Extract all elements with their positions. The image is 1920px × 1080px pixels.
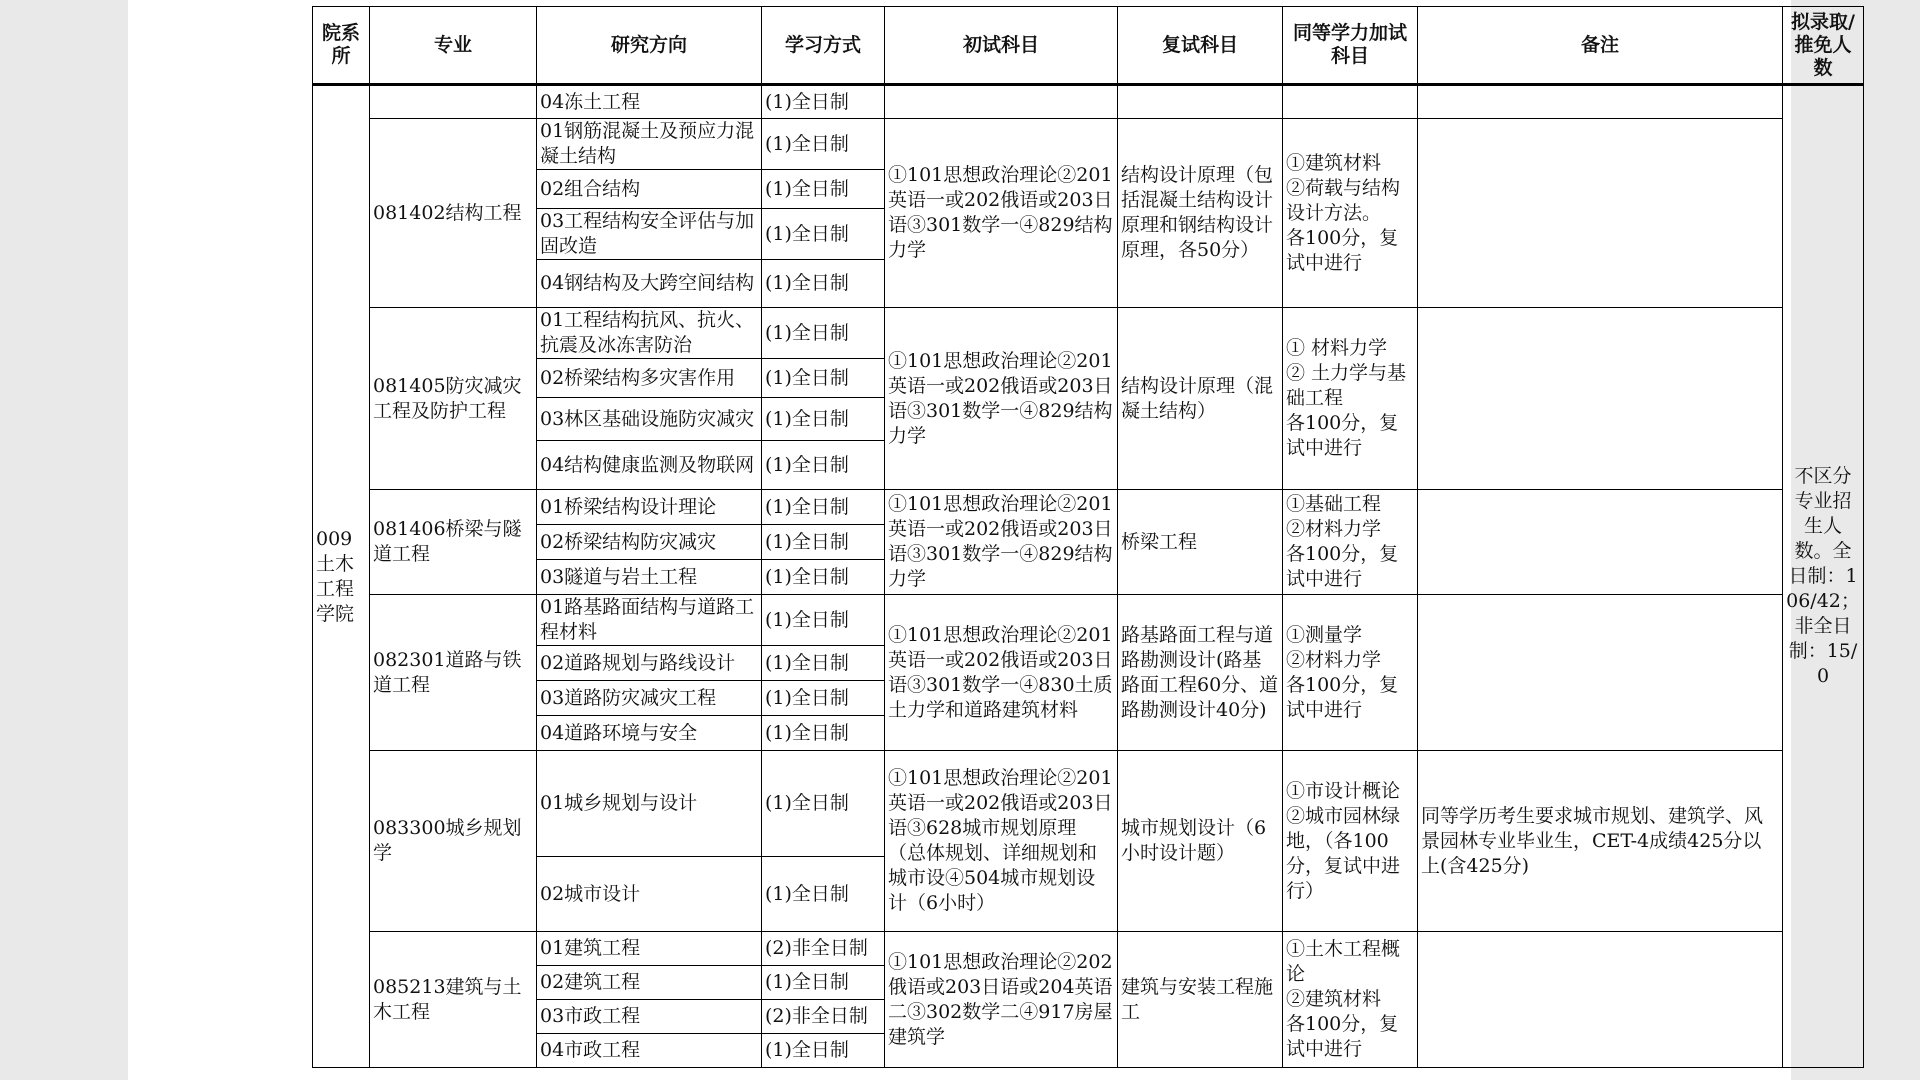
mode-cell: (1)全日制 <box>762 595 885 646</box>
direction-cell: 01钢筋混凝土及预应力混凝土结构 <box>537 119 762 170</box>
mode-cell: (1)全日制 <box>762 260 885 308</box>
mode-cell: (1)全日制 <box>762 308 885 359</box>
header-extra: 同等学力加试科目 <box>1283 7 1418 85</box>
direction-cell: 04市政工程 <box>537 1034 762 1068</box>
direction-cell: 04钢结构及大跨空间结构 <box>537 260 762 308</box>
mode-cell: (1)全日制 <box>762 490 885 525</box>
major-cell: 082301道路与铁道工程 <box>370 595 537 751</box>
mode-cell: (1)全日制 <box>762 359 885 398</box>
admissions-table <box>312 6 1864 1068</box>
retest-cell: 路基路面工程与道路勘测设计(路基路面工程60分、道路勘测设计40分) <box>1118 595 1283 751</box>
table-header-row <box>313 7 1864 85</box>
direction-cell: 02道路规划与路线设计 <box>537 646 762 681</box>
direction-cell: 04冻土工程 <box>537 85 762 119</box>
header-mode: 学习方式 <box>762 7 885 85</box>
direction-cell: 02建筑工程 <box>537 966 762 1000</box>
header-direction: 研究方向 <box>537 7 762 85</box>
table-row <box>313 751 1864 857</box>
direction-cell: 03隧道与岩土工程 <box>537 560 762 595</box>
direction-cell: 01建筑工程 <box>537 932 762 966</box>
exam-cell: ①101思想政治理论②201英语一或202俄语或203日语③301数学一④829结构力学 <box>885 119 1118 308</box>
mode-cell: (1)全日制 <box>762 525 885 560</box>
major-cell: 083300城乡规划学 <box>370 751 537 932</box>
mode-cell: (1)全日制 <box>762 751 885 857</box>
note-cell <box>1418 119 1783 308</box>
major-cell: 081402结构工程 <box>370 119 537 308</box>
header-quota: 拟录取/推免人数 <box>1783 7 1864 85</box>
table-row <box>313 308 1864 359</box>
direction-cell: 03工程结构安全评估与加固改造 <box>537 209 762 260</box>
mode-cell: (1)全日制 <box>762 966 885 1000</box>
mode-cell: (1)全日制 <box>762 681 885 716</box>
mode-cell: (1)全日制 <box>762 1034 885 1068</box>
direction-cell: 01城乡规划与设计 <box>537 751 762 857</box>
table-row <box>313 85 1864 119</box>
major-cell: 085213建筑与土木工程 <box>370 932 537 1068</box>
direction-cell: 01工程结构抗风、抗火、抗震及冰冻害防治 <box>537 308 762 359</box>
major-cell: 081406桥梁与隧道工程 <box>370 490 537 595</box>
header-note: 备注 <box>1418 7 1783 85</box>
extra-cell: ①测量学 ②材料力学 各100分，复试中进行 <box>1283 595 1418 751</box>
mode-cell: (1)全日制 <box>762 560 885 595</box>
header-major: 专业 <box>370 7 537 85</box>
exam-cell: ①101思想政治理论②201英语一或202俄语或203日语③301数学一④829结构力学 <box>885 490 1118 595</box>
direction-cell: 03市政工程 <box>537 1000 762 1034</box>
table-row <box>313 490 1864 525</box>
extra-cell: ①建筑材料 ②荷载与结构设计方法。 各100分，复试中进行 <box>1283 119 1418 308</box>
extra-cell-empty <box>1283 85 1418 119</box>
header-department: 院系所 <box>313 7 370 85</box>
mode-cell: (1)全日制 <box>762 646 885 681</box>
note-cell: 同等学历考生要求城市规划、建筑学、风景园林专业毕业生，CET-4成绩425分以上(含425分) <box>1418 751 1783 932</box>
direction-cell: 01路基路面结构与道路工程材料 <box>537 595 762 646</box>
table-row <box>313 595 1864 646</box>
mode-cell: (1)全日制 <box>762 398 885 441</box>
major-cell: 081405防灾减灾工程及防护工程 <box>370 308 537 490</box>
extra-cell: ①基础工程 ②材料力学 各100分，复试中进行 <box>1283 490 1418 595</box>
mode-cell: (1)全日制 <box>762 170 885 209</box>
direction-cell: 03林区基础设施防灾减灾 <box>537 398 762 441</box>
document-page <box>128 0 1860 1080</box>
note-cell <box>1418 595 1783 751</box>
exam-cell: ①101思想政治理论②202俄语或203日语或204英语二③302数学二④917房屋建筑学 <box>885 932 1118 1068</box>
extra-cell: ① 材料力学 ② 土力学与基础工程 各100分，复试中进行 <box>1283 308 1418 490</box>
mode-cell: (2)非全日制 <box>762 1000 885 1034</box>
extra-cell: ①市设计概论 ②城市园林绿地，（各100分，复试中进行） <box>1283 751 1418 932</box>
mode-cell: (1)全日制 <box>762 441 885 490</box>
direction-cell: 02组合结构 <box>537 170 762 209</box>
mode-cell: (1)全日制 <box>762 857 885 932</box>
direction-cell: 02城市设计 <box>537 857 762 932</box>
quota-cell: 不区分专业招生人数。全日制：106/42；非全日制：15/0 <box>1783 85 1864 1068</box>
exam-cell: ①101思想政治理论②201英语一或202俄语或203日语③301数学一④829结构力学 <box>885 308 1118 490</box>
exam-cell-empty <box>885 85 1118 119</box>
direction-cell: 04结构健康监测及物联网 <box>537 441 762 490</box>
retest-cell: 建筑与安装工程施工 <box>1118 932 1283 1068</box>
table-row <box>313 932 1864 966</box>
direction-cell: 04道路环境与安全 <box>537 716 762 751</box>
mode-cell: (1)全日制 <box>762 85 885 119</box>
direction-cell: 02桥梁结构多灾害作用 <box>537 359 762 398</box>
retest-cell-empty <box>1118 85 1283 119</box>
note-cell <box>1418 490 1783 595</box>
retest-cell: 结构设计原理（包括混凝土结构设计原理和钢结构设计原理，各50分） <box>1118 119 1283 308</box>
note-cell <box>1418 308 1783 490</box>
retest-cell: 桥梁工程 <box>1118 490 1283 595</box>
table-row <box>313 119 1864 170</box>
retest-cell: 结构设计原理（混凝土结构） <box>1118 308 1283 490</box>
direction-cell: 01桥梁结构设计理论 <box>537 490 762 525</box>
direction-cell: 02桥梁结构防灾减灾 <box>537 525 762 560</box>
direction-cell: 03道路防灾减灾工程 <box>537 681 762 716</box>
exam-cell: ①101思想政治理论②201英语一或202俄语或203日语③301数学一④830土质土力学和道路建筑材料 <box>885 595 1118 751</box>
note-cell <box>1418 932 1783 1068</box>
header-retest: 复试科目 <box>1118 7 1283 85</box>
note-cell-empty <box>1418 85 1783 119</box>
major-cell-empty <box>370 85 537 119</box>
mode-cell: (1)全日制 <box>762 119 885 170</box>
mode-cell: (1)全日制 <box>762 716 885 751</box>
mode-cell: (1)全日制 <box>762 209 885 260</box>
extra-cell: ①土木工程概论 ②建筑材料 各100分，复试中进行 <box>1283 932 1418 1068</box>
mode-cell: (2)非全日制 <box>762 932 885 966</box>
header-exam: 初试科目 <box>885 7 1118 85</box>
exam-cell: ①101思想政治理论②201英语一或202俄语或203日语③628城市规划原理（总体规划、详细规划和城市设④504城市规划设计（6小时） <box>885 751 1118 932</box>
retest-cell: 城市规划设计（6小时设计题） <box>1118 751 1283 932</box>
department-cell: 009土木工程学院 <box>313 85 370 1068</box>
